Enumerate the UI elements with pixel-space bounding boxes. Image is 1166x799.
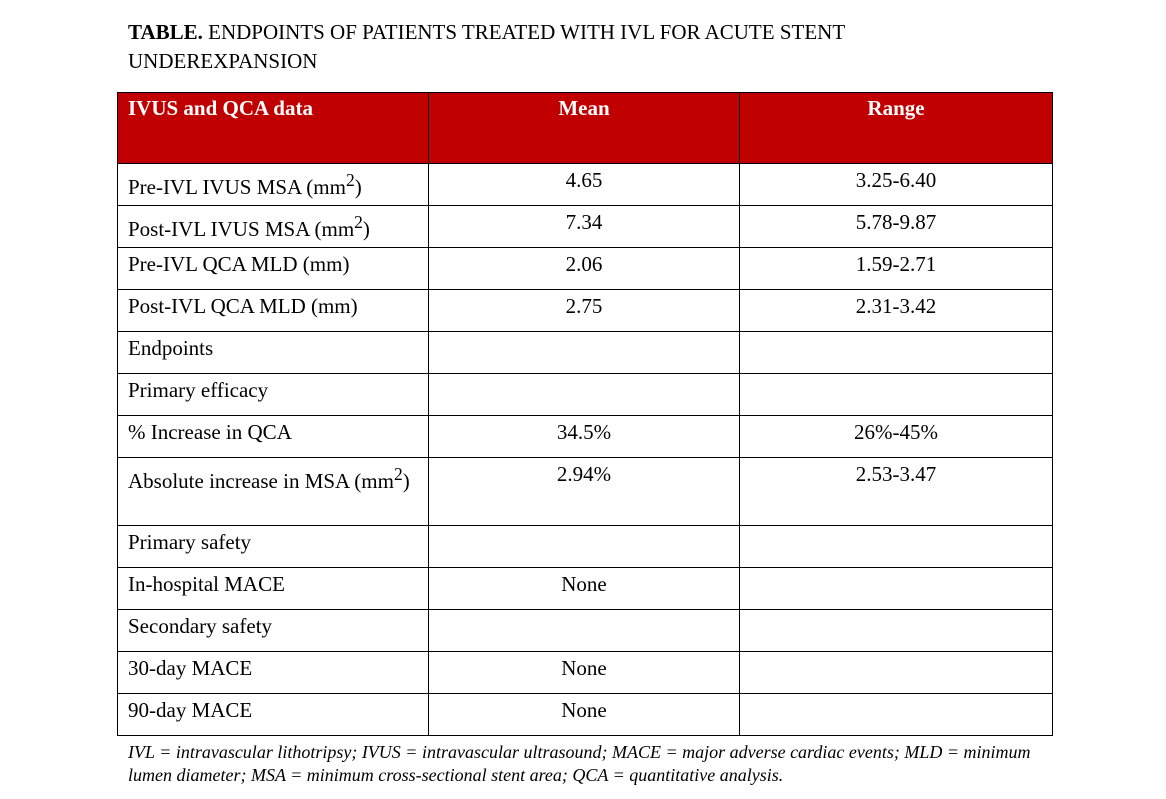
- row-range: 3.25-6.40: [740, 164, 1053, 206]
- row-mean: 34.5%: [429, 416, 740, 458]
- table-row: [118, 164, 1053, 206]
- row-mean: [429, 610, 740, 652]
- row-label-text: Post-IVL IVUS MSA (mm: [128, 217, 355, 241]
- row-range: [740, 332, 1053, 374]
- row-mean: 2.75: [429, 290, 740, 332]
- row-label-suffix: ): [362, 217, 370, 241]
- row-label-text: 30-day MACE: [128, 656, 253, 680]
- row-range: [740, 652, 1053, 694]
- row-label-suffix: ): [402, 469, 410, 493]
- table-row: [118, 332, 1053, 374]
- row-label: [118, 374, 429, 416]
- table-row: [118, 610, 1053, 652]
- row-range: 26%-45%: [740, 416, 1053, 458]
- header-mean: Mean: [429, 93, 740, 164]
- endpoints-table: [117, 92, 1053, 736]
- row-mean: [429, 374, 740, 416]
- row-label: [118, 568, 429, 610]
- row-label-text: 90-day MACE: [128, 698, 253, 722]
- row-label-text: Pre-IVL IVUS MSA (mm: [128, 175, 346, 199]
- row-label: [118, 526, 429, 568]
- row-label: [118, 652, 429, 694]
- row-label-text: Endpoints: [128, 336, 214, 360]
- row-mean: [429, 332, 740, 374]
- row-label-text: Absolute increase in MSA (mm: [128, 469, 394, 493]
- table-row: [118, 206, 1053, 248]
- row-range: [740, 610, 1053, 652]
- row-mean: [429, 526, 740, 568]
- row-range: [740, 526, 1053, 568]
- row-label-text: % Increase in QCA: [128, 420, 292, 444]
- row-label: [118, 164, 429, 206]
- row-mean: None: [429, 652, 740, 694]
- row-mean: 7.34: [429, 206, 740, 248]
- row-label-superscript: 2: [354, 212, 363, 232]
- row-label-superscript: 2: [393, 464, 403, 484]
- row-label-text: Pre-IVL QCA MLD (mm): [128, 252, 350, 276]
- row-label: [118, 332, 429, 374]
- row-label: [118, 694, 429, 736]
- row-label: [118, 458, 429, 526]
- row-mean: 4.65: [429, 164, 740, 206]
- row-range: [740, 694, 1053, 736]
- row-range: 1.59-2.71: [740, 248, 1053, 290]
- table-row: [118, 416, 1053, 458]
- row-label-text: Post-IVL QCA MLD (mm): [128, 294, 358, 318]
- table-row: [118, 568, 1053, 610]
- row-range: [740, 568, 1053, 610]
- row-label: [118, 248, 429, 290]
- table-row: [118, 458, 1053, 526]
- table-header-row: [118, 93, 1053, 164]
- table-row: [118, 526, 1053, 568]
- table-row: [118, 248, 1053, 290]
- row-label-suffix: ): [354, 175, 362, 199]
- table-footnote: IVL = intravascular lithotripsy; IVUS = intravascular ultrasound; MACE = major adverse cardiac events; MLD = minimum lumen diameter; MSA = minimum cross-sectional stent area; QCA = quantitative analysis.: [128, 742, 1031, 785]
- table-row: [118, 290, 1053, 332]
- row-label-text: Secondary safety: [128, 614, 273, 638]
- header-range: Range: [740, 93, 1053, 164]
- table-row: [118, 374, 1053, 416]
- row-mean: None: [429, 568, 740, 610]
- row-mean: 2.06: [429, 248, 740, 290]
- table-row: [118, 652, 1053, 694]
- table-row: [118, 694, 1053, 736]
- row-label: [118, 290, 429, 332]
- row-label-text: Primary efficacy: [128, 378, 269, 402]
- row-range: [740, 374, 1053, 416]
- table-title-label: TABLE.: [128, 20, 203, 44]
- table-title-text: ENDPOINTS OF PATIENTS TREATED WITH IVL FOR ACUTE STENT UNDEREXPANSION: [128, 20, 845, 73]
- row-label-superscript: 2: [345, 170, 355, 190]
- table-title: [128, 18, 1028, 76]
- row-label: [118, 610, 429, 652]
- row-range: 2.53-3.47: [740, 458, 1053, 526]
- row-mean: 2.94%: [429, 458, 740, 526]
- row-label: [118, 206, 429, 248]
- row-range: 2.31-3.42: [740, 290, 1053, 332]
- row-range: 5.78-9.87: [740, 206, 1053, 248]
- header-ivus-qca-data: IVUS and QCA data: [118, 93, 429, 164]
- row-mean: None: [429, 694, 740, 736]
- row-label-text: In-hospital MACE: [128, 572, 285, 596]
- row-label-text: Primary safety: [128, 530, 252, 554]
- row-label: [118, 416, 429, 458]
